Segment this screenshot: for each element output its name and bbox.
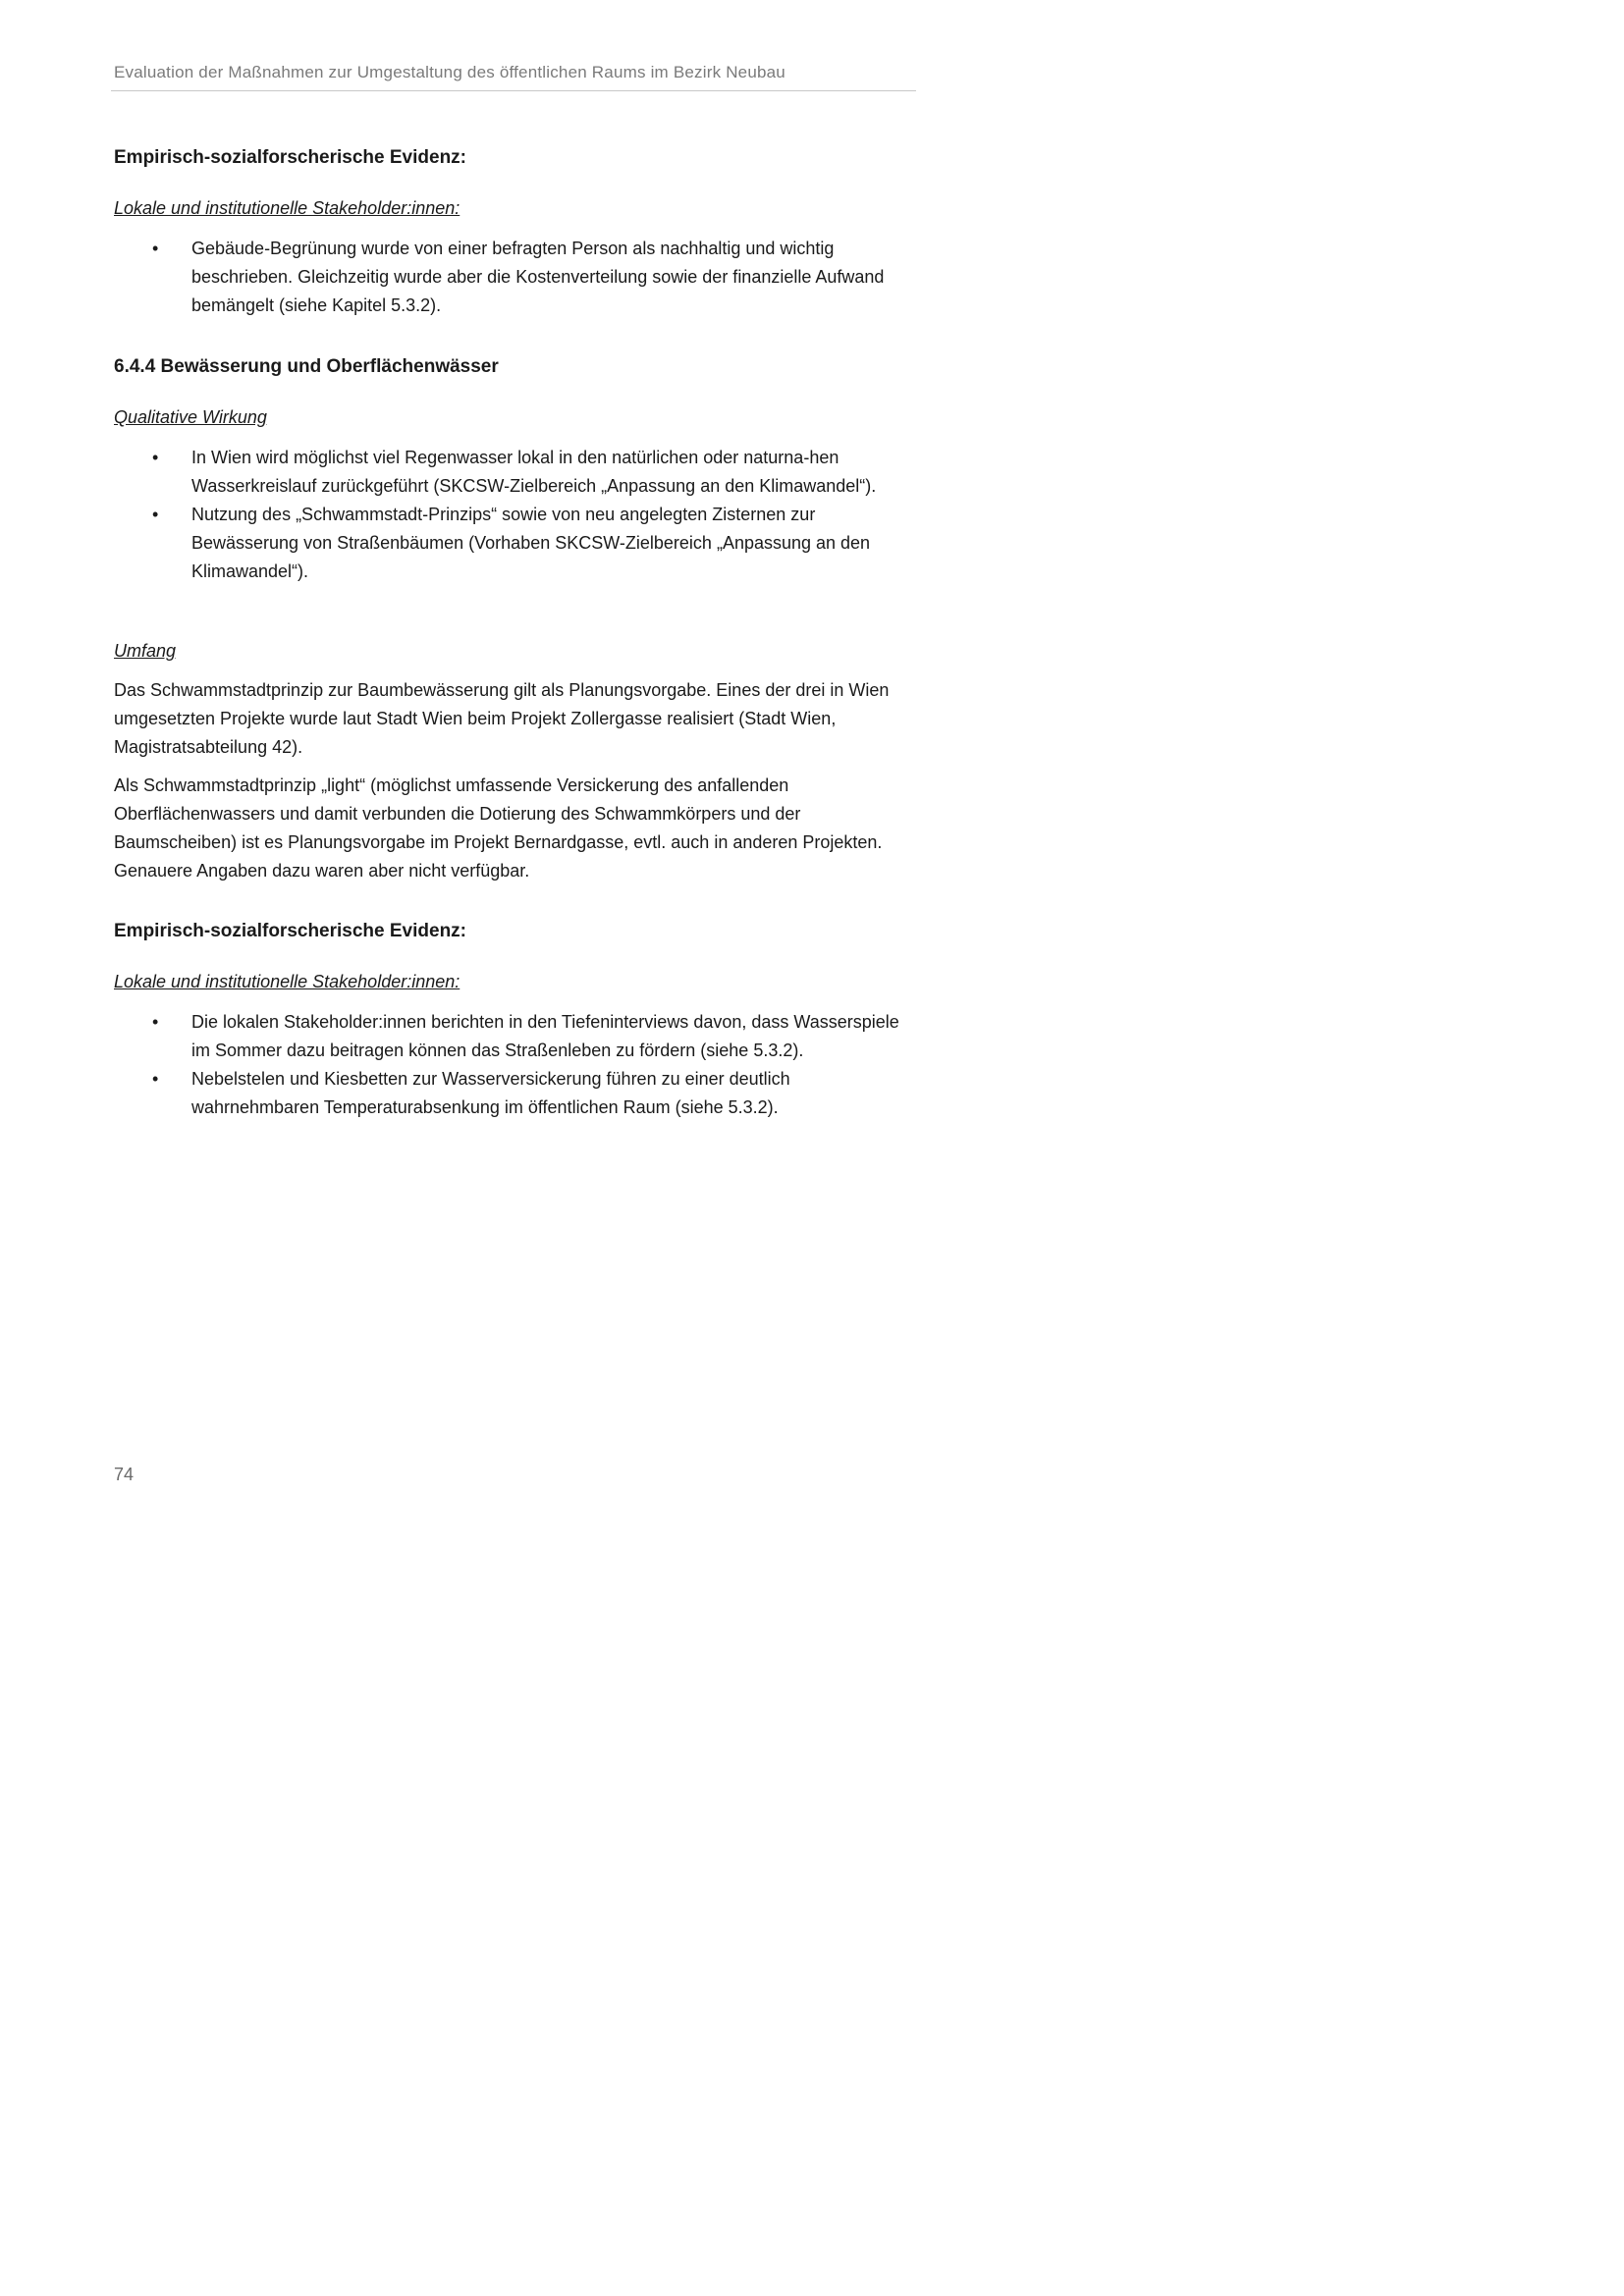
stakeholder-subheading-2: Lokale und institutionelle Stakeholder:innen: bbox=[114, 972, 460, 991]
running-header: Evaluation der Maßnahmen zur Umgestaltung des öffentlichen Raums im Bezirk Neubau bbox=[114, 63, 785, 81]
stakeholder-list-1 bbox=[114, 235, 919, 320]
bullet-icon: • bbox=[152, 448, 159, 467]
bullet-icon: • bbox=[152, 239, 159, 258]
header-divider bbox=[111, 90, 916, 91]
list-item: • In Wien wird möglichst viel Regenwasser lokal in den natürlichen oder naturna-hen Wasserkreislauf zurückgeführt (SKCSW-Zielbereich „Anpassung an den Klimawandel“). bbox=[114, 444, 908, 501]
qualitative-effect-list bbox=[114, 444, 919, 586]
evidence-heading-1: Empirisch-sozialforscherische Evidenz: bbox=[114, 147, 467, 168]
scope-label: Umfang bbox=[114, 641, 177, 661]
list-item: • Gebäude-Begrünung wurde von einer befragten Person als nachhaltig und wichtig beschrieben. Gleichzeitig wurde aber die Kostenverteilung sowie der finanzielle Aufwand bemängelt (siehe Kapitel 5.3.2). bbox=[114, 235, 908, 320]
scope-paragraph-2: Als Schwammstadtprinzip „light“ (möglichst umfassende Versickerung des anfallenden Oberflächenwassers und damit verbunden die Dotierung des Schwammkörpers und der Baumscheiben) ist es Planungsvorgabe im Projekt Bernardgasse, evtl. auch in anderen Projekten. Genauere Angaben dazu waren aber nicht verfügbar. bbox=[114, 775, 883, 881]
bullet-icon: • bbox=[152, 1069, 159, 1089]
qualitative-effect-label: Qualitative Wirkung bbox=[114, 407, 267, 427]
stakeholder-list-2 bbox=[114, 1008, 919, 1122]
section-heading-6-4-4: 6.4.4 Bewässerung und Oberflächenwässer bbox=[114, 356, 499, 377]
list-item: • Die lokalen Stakeholder:innen berichten in den Tiefeninterviews davon, dass Wasserspiele im Sommer dazu beitragen können das Straßenleben zu fördern (siehe 5.3.2). bbox=[114, 1008, 908, 1065]
bullet-icon: • bbox=[152, 505, 159, 524]
stakeholder-subheading-1: Lokale und institutionelle Stakeholder:innen: bbox=[114, 198, 460, 218]
list-item: • Nebelstelen und Kiesbetten zur Wasserversickerung führen zu einer deutlich wahrnehmbaren Temperaturabsenkung im öffentlichen Raum (siehe 5.3.2). bbox=[114, 1065, 908, 1122]
page-number: 74 bbox=[114, 1465, 135, 1484]
scope-paragraph-1: Das Schwammstadtprinzip zur Baumbewässerung gilt als Planungsvorgabe. Eines der drei in Wien umgesetzten Projekte wurde laut Stadt Wien beim Projekt Zollergasse realisiert (Stadt Wien, Magistratsabteilung 42). bbox=[114, 680, 890, 757]
list-item: • Nutzung des „Schwammstadt-Prinzips“ sowie von neu angelegten Zisternen zur Bewässerung von Straßenbäumen (Vorhaben SKCSW-Zielbereich „Anpassung an den Klimawandel“). bbox=[114, 501, 908, 586]
evidence-heading-2: Empirisch-sozialforscherische Evidenz: bbox=[114, 921, 467, 941]
bullet-icon: • bbox=[152, 1012, 159, 1032]
